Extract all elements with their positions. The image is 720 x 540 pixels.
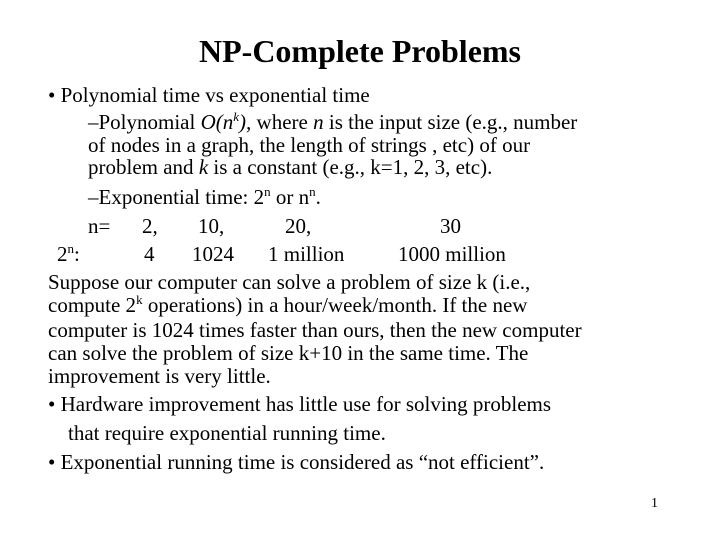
poly-dash-label: –Polynomial xyxy=(88,110,201,134)
poly-o-prefix: O(n xyxy=(200,110,234,134)
exp-sup-2: n xyxy=(309,184,316,199)
paragraph-line-5: improvement is very little. xyxy=(48,364,271,388)
table-row-n-value-2: 10, xyxy=(198,214,225,238)
para2-sup: k xyxy=(136,292,143,307)
page-number: 1 xyxy=(651,496,658,511)
exp-end: . xyxy=(315,185,321,209)
poly-var-n: n xyxy=(313,110,324,134)
row2-base: 2 xyxy=(57,242,68,266)
table-row-2n-label xyxy=(57,242,80,266)
table-row-2n-value-4: 1000 million xyxy=(398,242,506,266)
table-row-2n-value-1: 4 xyxy=(144,242,155,266)
polynomial-definition-line-1 xyxy=(88,110,577,134)
paragraph-line-2 xyxy=(48,293,527,317)
poly-line3-start: problem and xyxy=(88,155,199,179)
polynomial-definition-line-3 xyxy=(88,155,492,179)
poly-o-notation xyxy=(201,110,252,134)
row2-colon: : xyxy=(74,242,80,266)
exp-mid: or n xyxy=(270,185,310,209)
paragraph-line-1: Suppose our computer can solve a problem of size k (i.e., xyxy=(48,270,531,294)
poly-line3-end: is a constant (e.g., k=1, 2, 3, etc). xyxy=(208,155,493,179)
para2-end: operations) in a hour/week/month. If the new xyxy=(142,293,528,317)
bullet-polynomial-vs-exponential: • Polynomial time vs exponential time xyxy=(48,83,370,107)
bullet-not-efficient: • Exponential running time is considered as “not efficient”. xyxy=(48,450,545,474)
bullet-hardware-line-1: • Hardware improvement has little use for solving problems xyxy=(48,392,552,416)
table-row-2n-value-3: 1 million xyxy=(268,242,345,266)
exp-prefix: –Exponential time: 2 xyxy=(88,185,265,209)
para2-start: compute 2 xyxy=(48,293,137,317)
table-row-n-value-4: 30 xyxy=(440,214,461,238)
poly-text-where: where xyxy=(251,110,314,134)
poly-o-exponent: k xyxy=(233,109,240,124)
exponential-definition xyxy=(88,185,321,209)
bullet-hardware-line-2: that require exponential running time. xyxy=(68,421,386,445)
table-row-2n-value-2: 1024 xyxy=(192,242,234,266)
poly-var-k: k xyxy=(198,155,209,179)
poly-o-suffix: ), xyxy=(239,110,252,134)
table-row-n-label: n= xyxy=(88,214,111,238)
paragraph-line-3: computer is 1024 times faster than ours, then the new computer xyxy=(48,318,582,342)
poly-text-input-size: is the input size (e.g., number xyxy=(323,110,578,134)
paragraph-line-4: can solve the problem of size k+10 in the same time. The xyxy=(48,341,529,365)
slide-title: NP-Complete Problems xyxy=(199,33,521,69)
table-row-n-value-1: 2, xyxy=(142,214,158,238)
row2-sup: n xyxy=(67,241,74,256)
table-row-n-value-3: 20, xyxy=(285,214,312,238)
polynomial-definition-line-2: of nodes in a graph, the length of strings , etc) of our xyxy=(88,133,531,157)
exp-sup-1: n xyxy=(264,184,271,199)
